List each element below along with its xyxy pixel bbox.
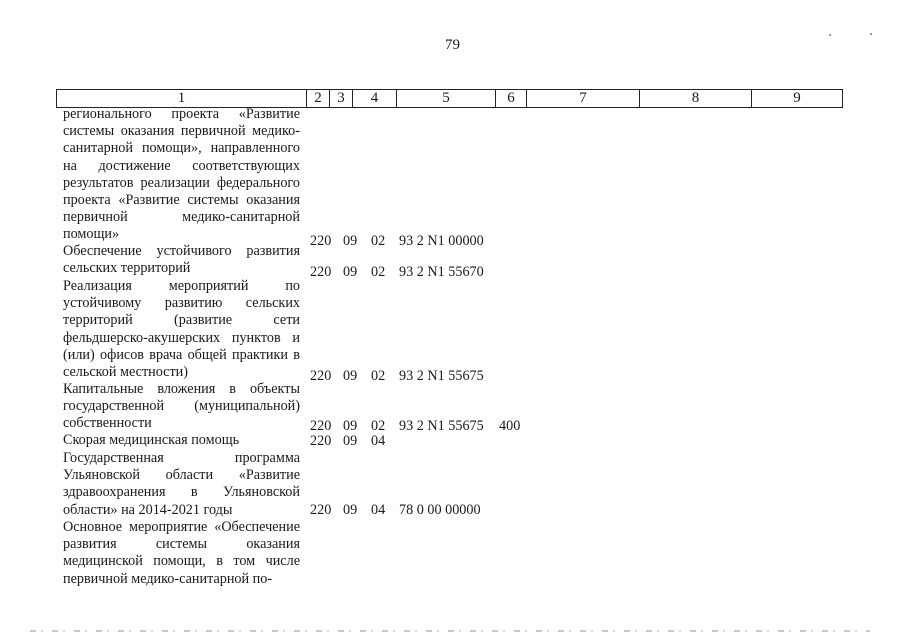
row-description: Скорая медицинская помощь <box>63 432 240 448</box>
header-col-3: 3 <box>330 90 353 107</box>
page-number: 79 <box>445 37 460 53</box>
header-col-6: 6 <box>496 90 527 107</box>
cell-col-5: 93 2 N1 55670 <box>399 264 484 280</box>
cell-col-2: 220 <box>310 418 332 434</box>
header-col-4: 4 <box>353 90 397 107</box>
cell-col-4: 02 <box>371 418 386 434</box>
cell-col-2: 220 <box>310 368 332 384</box>
cell-col-2: 220 <box>310 233 332 249</box>
cell-col-4: 04 <box>371 502 386 518</box>
cell-col-3: 09 <box>343 433 358 449</box>
cell-col-3: 09 <box>343 264 358 280</box>
header-col-9: 9 <box>793 90 801 106</box>
cell-col-3: 09 <box>343 368 358 384</box>
cell-col-3: 09 <box>343 418 358 434</box>
header-col-8: 8 <box>640 90 752 107</box>
cell-col-6: 400 <box>499 418 521 434</box>
row-description: Реализация мероприятий по устойчивому развитию сельских территорий (развитие сети фельдшерско-акушерских пунктов и (или) офисов врача общей практики в сельской местности) <box>63 278 300 381</box>
cell-col-2: 220 <box>310 264 332 280</box>
row-description: Основное мероприятие «Обеспечение развития системы оказания медицинской помощи, в том числе первичной медико-санитарной по- <box>63 519 300 587</box>
header-col-2: 2 <box>307 90 330 107</box>
row-description: Обеспечение устойчивого развития сельских территорий <box>63 243 300 277</box>
header-col-5: 5 <box>397 90 496 107</box>
row-description: Капитальные вложения в объекты государственной (муниципальной) собственности <box>63 381 300 432</box>
cell-col-5: 78 0 00 00000 <box>399 502 481 518</box>
row-description: регионального проекта «Развитие системы оказания первичной медико-санитарной помощи», направленного на достижение соответствующих результатов реализации федерального проекта «Развитие системы оказания первичной медико-санитарной помощи» <box>63 106 300 243</box>
cell-col-4: 02 <box>371 264 386 280</box>
cell-col-4: 02 <box>371 368 386 384</box>
cell-col-5: 93 2 N1 55675 <box>399 368 484 384</box>
header-col-7: 7 <box>527 90 640 107</box>
cell-col-2: 220 <box>310 433 332 449</box>
cell-col-5: 93 2 N1 55675 <box>399 418 484 434</box>
cell-col-4: 02 <box>371 233 386 249</box>
scan-artifact-line <box>30 630 870 632</box>
cell-col-3: 09 <box>343 502 358 518</box>
cell-col-5: 93 2 N1 00000 <box>399 233 484 249</box>
scan-speck <box>870 33 872 35</box>
scan-speck <box>829 34 831 36</box>
cell-col-4: 04 <box>371 433 386 449</box>
cell-col-3: 09 <box>343 233 358 249</box>
header-col-1: 1 <box>57 90 307 107</box>
row-description: Государственная программа Ульяновской области «Развитие здравоохранения в Ульяновской области» на 2014-2021 годы <box>63 450 300 518</box>
cell-col-2: 220 <box>310 502 332 518</box>
